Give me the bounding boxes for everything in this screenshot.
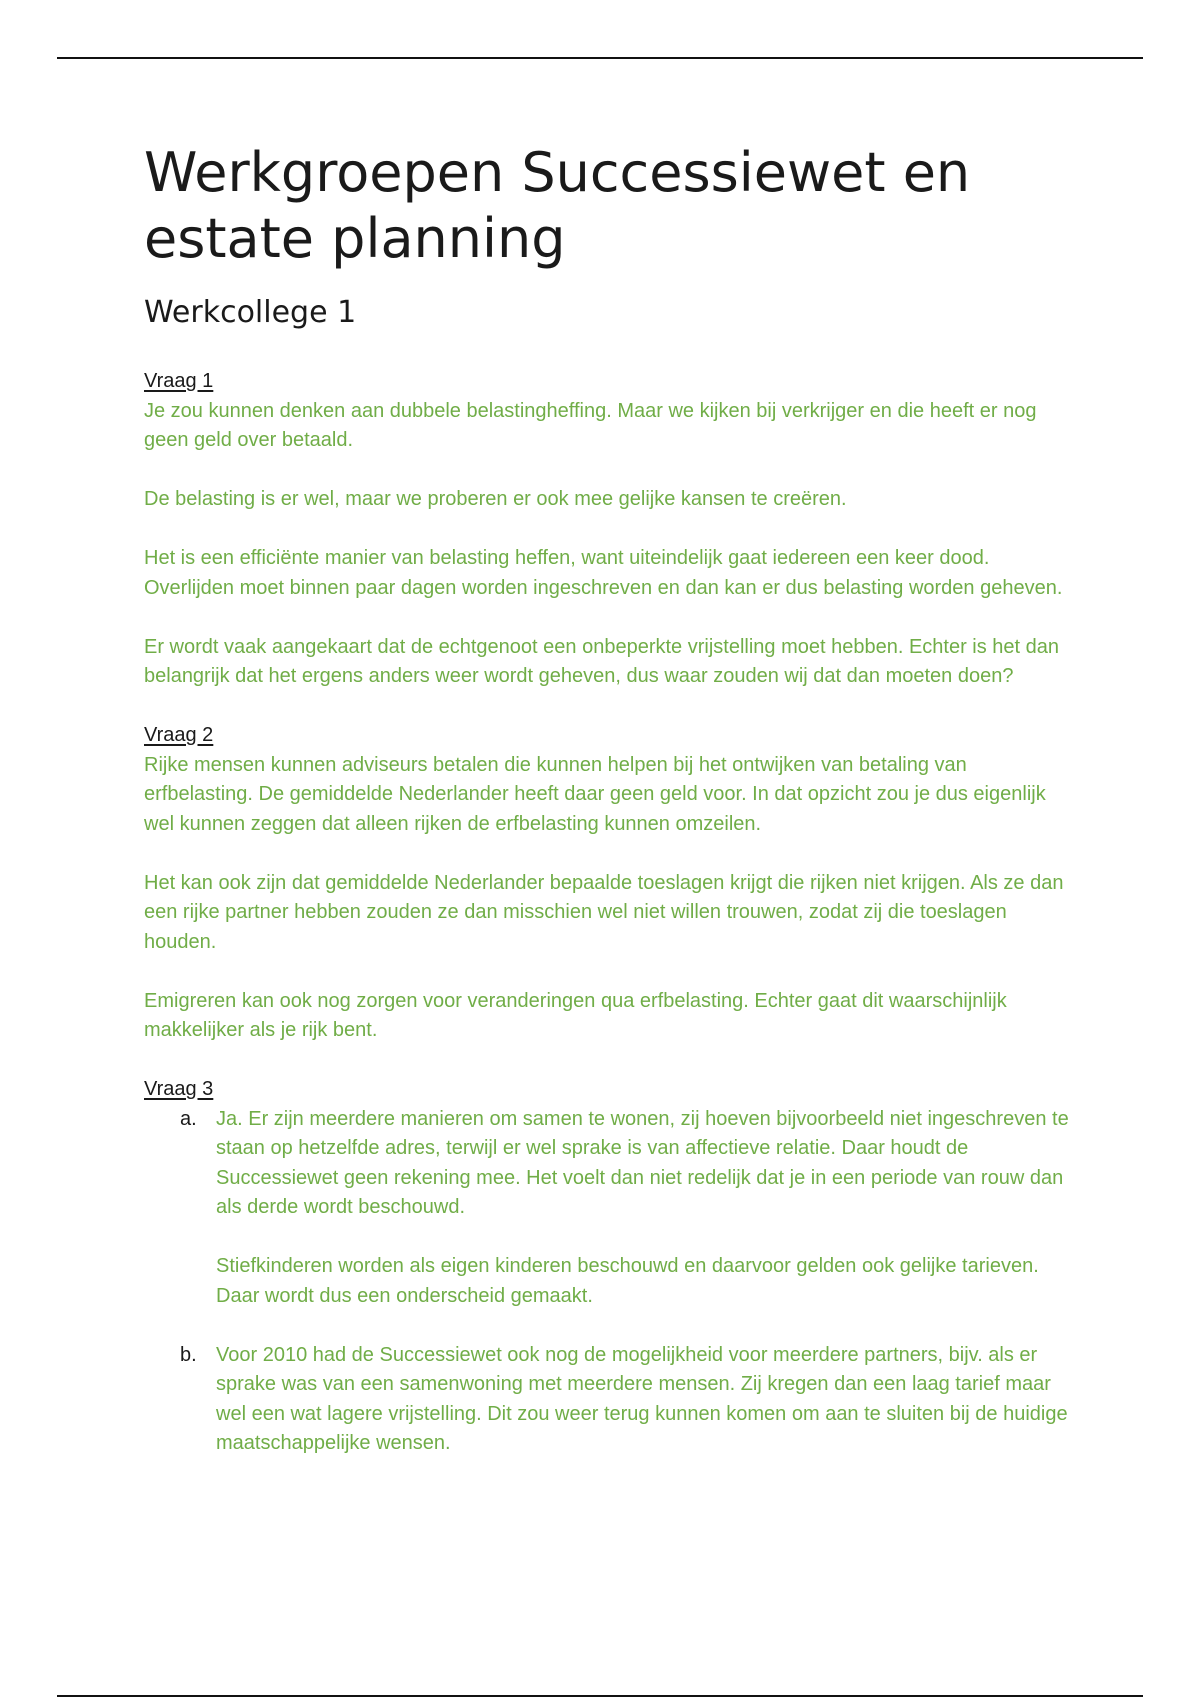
question-heading: Vraag 3 — [144, 1078, 214, 1100]
answer-paragraph: Voor 2010 had de Successiewet ook nog de mogelijkheid voor meerdere partners, bijv. als er sprake was van een samenwoning met meerdere mensen. Zij kregen dan een laag tarief maar wel een wat lagere vrijstelling. Dit zou weer terug kunnen komen om aan te sluiten bij de huidige maatschappelijke wensen. — [216, 1343, 1068, 1454]
bottom-rule — [57, 1695, 1143, 1697]
answer-paragraph: Emigreren kan ook nog zorgen voor veranderingen qua erfbelasting. Echter gaat dit waarschijnlijk makkelijker als je rijk bent. — [144, 989, 1007, 1041]
document-body — [144, 367, 1074, 1488]
answer-paragraph: Het is een efficiënte manier van belasting heffen, want uiteindelijk gaat iedereen een keer dood. Overlijden moet binnen paar dagen worden ingeschreven en dan kan er dus belasting worden geheven. — [144, 547, 1063, 599]
top-rule — [57, 57, 1143, 59]
question-heading: Vraag 1 — [144, 370, 214, 392]
answer-paragraph: De belasting is er wel, maar we proberen er ook mee gelijke kansen te creëren. — [144, 488, 847, 510]
answer-paragraph: Stiefkinderen worden als eigen kinderen beschouwd en daarvoor gelden ook gelijke tarieven. Daar wordt dus een onderscheid gemaakt. — [216, 1255, 1039, 1307]
question-section-1 — [144, 367, 1074, 692]
question-heading: Vraag 2 — [144, 724, 214, 746]
page-title: Werkgroepen Successiewet en estate planning — [144, 141, 971, 270]
answer-paragraph: Er wordt vaak aangekaart dat de echtgenoot een onbeperkte vrijstelling moet hebben. Echter is het dan belangrijk dat het ergens anders weer wordt geheven, dus waar zouden wij dat dan moeten doen? — [144, 635, 1060, 687]
question-section-3 — [144, 1075, 1074, 1459]
list-item — [144, 1105, 1074, 1312]
list-marker: a. — [180, 1107, 197, 1130]
answer-paragraph: Ja. Er zijn meerdere manieren om samen te wonen, zij hoeven bijvoorbeeld niet ingeschreven te staan op hetzelfde adres, terwijl er wel sprake is van affectieve relatie. Daar houdt de Successiewet geen rekening mee. Het voelt dan niet redelijk dat je in een periode van rouw dan als derde wordt beschouwd. — [216, 1107, 1069, 1218]
page-subtitle: Werkcollege 1 — [144, 295, 357, 330]
answer-paragraph: Het kan ook zijn dat gemiddelde Nederlander bepaalde toeslagen krijgt die rijken niet krijgen. Als ze dan een rijke partner hebben zouden ze dan misschien wel niet willen trouwen, zodat zij die toeslagen houden. — [144, 871, 1064, 953]
question-section-2 — [144, 721, 1074, 1046]
answer-list — [144, 1105, 1074, 1459]
list-item — [144, 1341, 1074, 1459]
list-marker: b. — [180, 1343, 197, 1366]
answer-paragraph: Rijke mensen kunnen adviseurs betalen die kunnen helpen bij het ontwijken van betaling van erfbelasting. De gemiddelde Nederlander heeft daar geen geld voor. In dat opzicht zou je dus eigenlijk wel kunnen zeggen dat alleen rijken de erfbelasting kunnen omzeilen. — [144, 753, 1046, 835]
answer-paragraph: Je zou kunnen denken aan dubbele belastingheffing. Maar we kijken bij verkrijger en die heeft er nog geen geld over betaald. — [144, 399, 1037, 451]
